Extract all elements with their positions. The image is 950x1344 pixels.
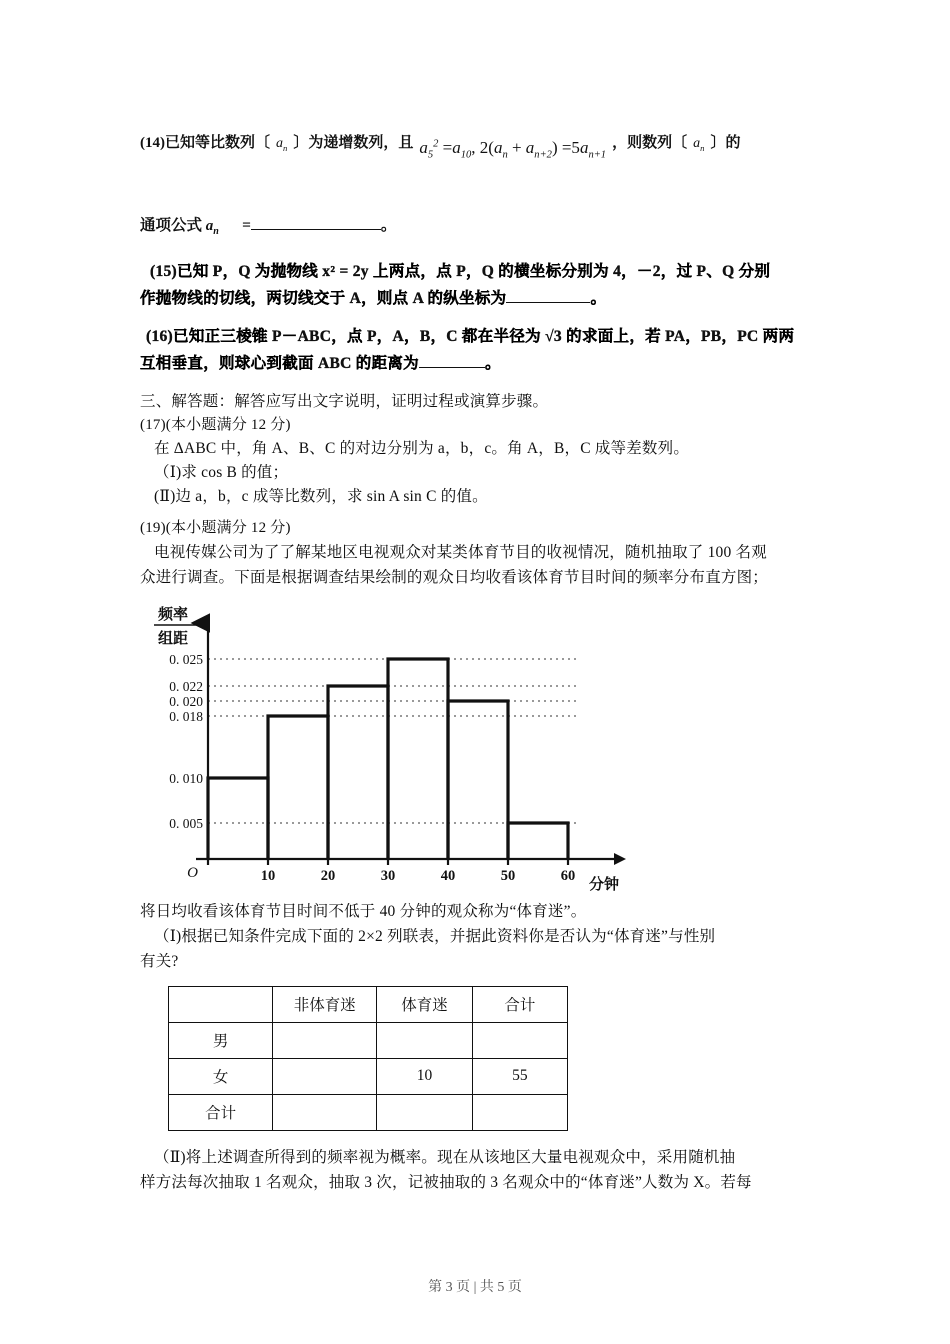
histogram-bars — [208, 659, 568, 859]
q16-line1-text: (16)已知正三棱锥 P－ABC，点 P，A，B，C 都在半径为 √3 的求面上，若 PA，PB，PC 两两 — [146, 328, 795, 346]
x-axis-title: 分钟 — [588, 876, 620, 893]
bar-50-60 — [508, 823, 568, 859]
x-tick-labels — [261, 868, 576, 884]
page-footer: 第 3 页 | 共 5 页 — [428, 1280, 522, 1295]
bar-40-50 — [448, 701, 508, 859]
x-tick-10: 10 — [260, 867, 276, 884]
table-row — [169, 1022, 568, 1058]
y-axis-label-denominator: 组距 — [158, 630, 189, 647]
q15-answer-blank[interactable] — [506, 287, 590, 303]
table-row — [169, 1058, 568, 1094]
y-tick-0018: 0. 018 — [169, 708, 203, 724]
y-tick-0020: 0. 020 — [169, 693, 203, 709]
q16-line2-period: 。 — [484, 355, 501, 373]
question-15-line1 — [140, 259, 830, 286]
table-row — [169, 1094, 568, 1130]
question-14-line1 — [140, 130, 830, 161]
table-header-fan: 体育迷 — [377, 986, 472, 1022]
y-axis-label — [154, 605, 198, 647]
q15-line2-period: 。 — [590, 289, 607, 307]
table-header-row — [169, 986, 568, 1022]
cell-female-fan[interactable]: 10 — [377, 1058, 472, 1094]
y-tick-0022: 0. 022 — [169, 678, 203, 694]
x-tick-50: 50 — [500, 867, 516, 884]
cell-total-fan[interactable] — [377, 1094, 472, 1130]
q15-line1-text: (15)已知 P，Q 为抛物线 x² = 2y 上两点，点 P，Q 的横坐标分别为 4，－2，过 P、Q 分别 — [150, 263, 771, 281]
cell-total-total[interactable] — [472, 1094, 567, 1130]
gridlines — [208, 659, 576, 823]
cell-female-non-fan[interactable] — [273, 1058, 377, 1094]
q14-text-a: (14)已知等比数列〔 — [140, 135, 270, 152]
q14-text-d: 〕的 — [710, 135, 741, 152]
y-tick-0010: 0. 010 — [169, 770, 203, 786]
contingency-table — [168, 986, 568, 1131]
x-tick-60: 60 — [560, 867, 576, 884]
q14-text-b: 〕为递增数列，且 — [293, 135, 414, 152]
question-17-part-2: (Ⅱ)边 a，b，c 成等比数列，求 sin A sin C 的值。 — [154, 488, 488, 506]
q14-formula-label: 通项公式 — [140, 217, 203, 235]
cell-female-total[interactable]: 55 — [472, 1058, 567, 1094]
q14-period: 。 — [380, 217, 397, 235]
section-3-heading: 三、解答题：解答应写出文字说明，证明过程或演算步骤。 — [140, 392, 549, 410]
question-19-heading: (19)(本小题满分 12 分) — [140, 520, 291, 537]
table-row-label-female: 女 — [169, 1058, 273, 1094]
cell-male-fan[interactable] — [377, 1022, 472, 1058]
question-16-line2 — [140, 351, 830, 378]
question-19-part-2-line-2: 样方法每次抽取 1 名观众，抽取 3 次，记被抽取的 3 名观众中的“体育迷”人数为 X。若每 — [140, 1174, 752, 1191]
q16-answer-blank[interactable] — [419, 352, 485, 368]
y-tick-0025: 0. 025 — [169, 651, 203, 667]
question-19-part-2-line-1: （Ⅱ)将上述调查所得到的频率视为概率。现在从该地区大量电视观众中，采用随机抽 — [154, 1148, 736, 1166]
table-header-corner — [169, 986, 273, 1022]
table-row-label-male: 男 — [169, 1022, 273, 1058]
table-header-total: 合计 — [472, 986, 567, 1022]
histogram-svg — [146, 597, 646, 897]
question-19-body-line-2: 众进行调查。下面是根据调查结果绘制的观众日均收看该体育节目时间的频率分布直方图； — [140, 569, 769, 587]
question-17-part-1: （Ⅰ)求 cos B 的值； — [154, 464, 289, 482]
bar-10-20 — [268, 716, 328, 859]
contingency-table-wrapper — [168, 986, 830, 1131]
x-tick-40: 40 — [440, 867, 456, 884]
bar-30-40 — [388, 659, 448, 859]
q14-answer-blank[interactable] — [251, 214, 381, 230]
question-19-part-1-line-2: 有关? — [140, 952, 179, 970]
bar-0-10 — [208, 778, 268, 859]
y-tick-0005: 0. 005 — [169, 815, 203, 831]
cell-male-non-fan[interactable] — [273, 1022, 377, 1058]
q15-line2-text: 作抛物线的切线，两切线交于 A，则点 A 的纵坐标为 — [140, 289, 507, 307]
x-axis-arrow — [614, 853, 626, 865]
y-tick-labels — [169, 652, 203, 831]
q14-formula: $a_5^2 =a_{10}$, $2(a_n + a_{n+2}) =5a_{n+1}$ — [419, 138, 607, 161]
y-axis-label-numerator: 频率 — [158, 606, 189, 623]
q14-text-c: ，则数列〔 — [612, 135, 688, 152]
cell-total-non-fan[interactable] — [273, 1094, 377, 1130]
origin-label: O — [187, 864, 198, 881]
table-row-label-total: 合计 — [169, 1094, 273, 1130]
question-14-line2: 通项公式 $a_n$ = 。 — [140, 213, 830, 237]
frequency-histogram — [146, 597, 646, 897]
x-tick-30: 30 — [380, 867, 396, 884]
q16-line2-text: 互相垂直，则球心到截面 ABC 的距离为 — [140, 355, 419, 373]
question-17-body: 在 ΔABC 中，角 A、B、C 的对边分别为 a，b，c。角 A，B，C 成等差数列。 — [154, 440, 690, 458]
bar-20-30 — [328, 686, 388, 859]
question-19-after-chart: 将日均收看该体育节目时间不低于 40 分钟的观众称为“体育迷”。 — [140, 902, 587, 920]
question-16-line1 — [140, 324, 830, 351]
table-header-non-fan: 非体育迷 — [273, 986, 377, 1022]
cell-male-total[interactable] — [472, 1022, 567, 1058]
q14-an-symbol-1: $a_n$ — [276, 135, 288, 153]
q14-equals: = — [242, 217, 251, 235]
question-15-line2 — [140, 286, 830, 313]
x-tick-20: 20 — [320, 867, 336, 884]
question-19-body-line-1: 电视传媒公司为了了解某地区电视观众对某类体育节目的收视情况，随机抽取了 100 名观 — [154, 544, 767, 562]
question-17-heading: (17)(本小题满分 12 分) — [140, 416, 291, 433]
question-19-part-1-line-1: （Ⅰ)根据已知条件完成下面的 2×2 列联表，并据此资料你是否认为“体育迷”与性别 — [154, 927, 716, 945]
page-content — [140, 130, 830, 1195]
q14-an-symbol-2: $a_n$ — [693, 135, 705, 153]
